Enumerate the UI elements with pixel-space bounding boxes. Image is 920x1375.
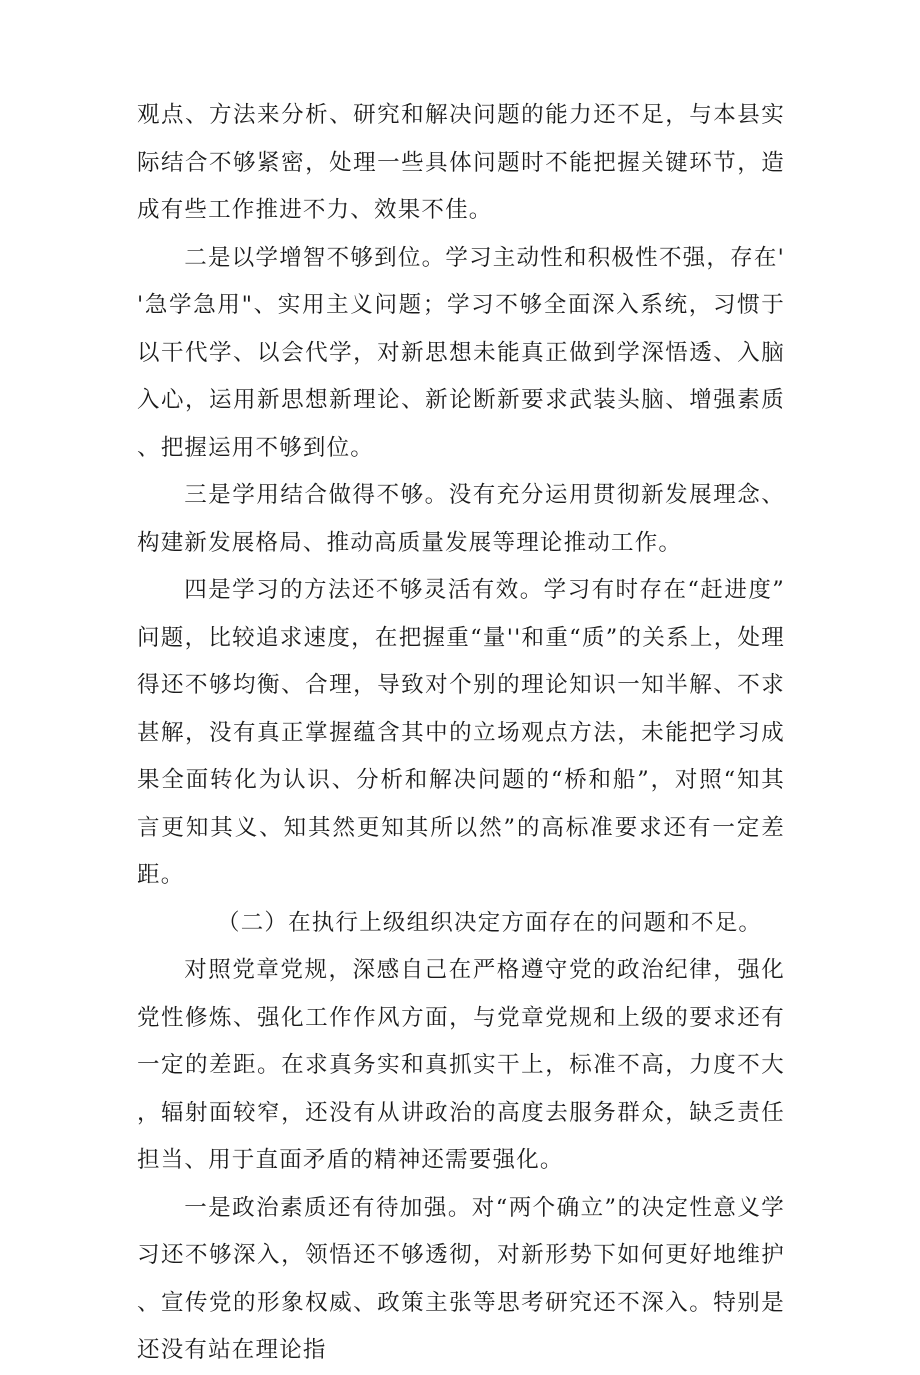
document-body — [137, 92, 785, 1375]
section-heading-two: （二）在执行上级组织决定方面存在的问题和不足。 — [217, 909, 763, 936]
paragraph-point-one: 一是政治素质还有待加强。对“两个确立”的决定性意义学习还不够深入，领悟还不够透彻，对新形势下如何更好地维护、宣传党的形象权威、政策主张等思考研究还不深入。特别是还没有站在理论指 — [137, 1194, 785, 1363]
paragraph-continuation: 观点、方法来分析、研究和解决问题的能力还不足，与本县实际结合不够紧密，处理一些具体问题时不能把握关键环节，造成有些工作推进不力、效果不佳。 — [137, 102, 785, 223]
paragraph-point-three: 三是学用结合做得不够。没有充分运用贯彻新发展理念、构建新发展格局、推动高质量发展等理论推动工作。 — [137, 482, 785, 556]
paragraph-point-four: 四是学习的方法还不够灵活有效。学习有时存在“赶进度”问题，比较追求速度，在把握重“量''和重“质”的关系上，处理得还不够均衡、合理，导致对个别的理论知识一知半解、不求甚解，没有真正掌握蕴含其中的立场观点方法，未能把学习成果全面转化为认识、分析和解决问题的“桥和船”，对照“知其言更知其义、知其然更知其所以然”的高标准要求还有一定差距。 — [137, 577, 785, 888]
paragraph-point-two: 二是以学增智不够到位。学习主动性和积极性不强，存在''急学急用"、实用主义问题；学习不够全面深入系统，习惯于以干代学、以会代学，对新思想未能真正做到学深悟透、入脑入心，运用新思想新理论、新论断新要求武装头脑、增强素质、把握运用不够到位。 — [137, 244, 785, 461]
paragraph-section-intro: 对照党章党规，深感自己在严格遵守党的政治纪律，强化党性修炼、强化工作作风方面，与党章党规和上级的要求还有一定的差距。在求真务实和真抓实干上，标准不高，力度不大，辐射面较窄，还没有从讲政治的高度去服务群众，缺乏责任担当、用于直面矛盾的精神还需要强化。 — [137, 957, 785, 1173]
